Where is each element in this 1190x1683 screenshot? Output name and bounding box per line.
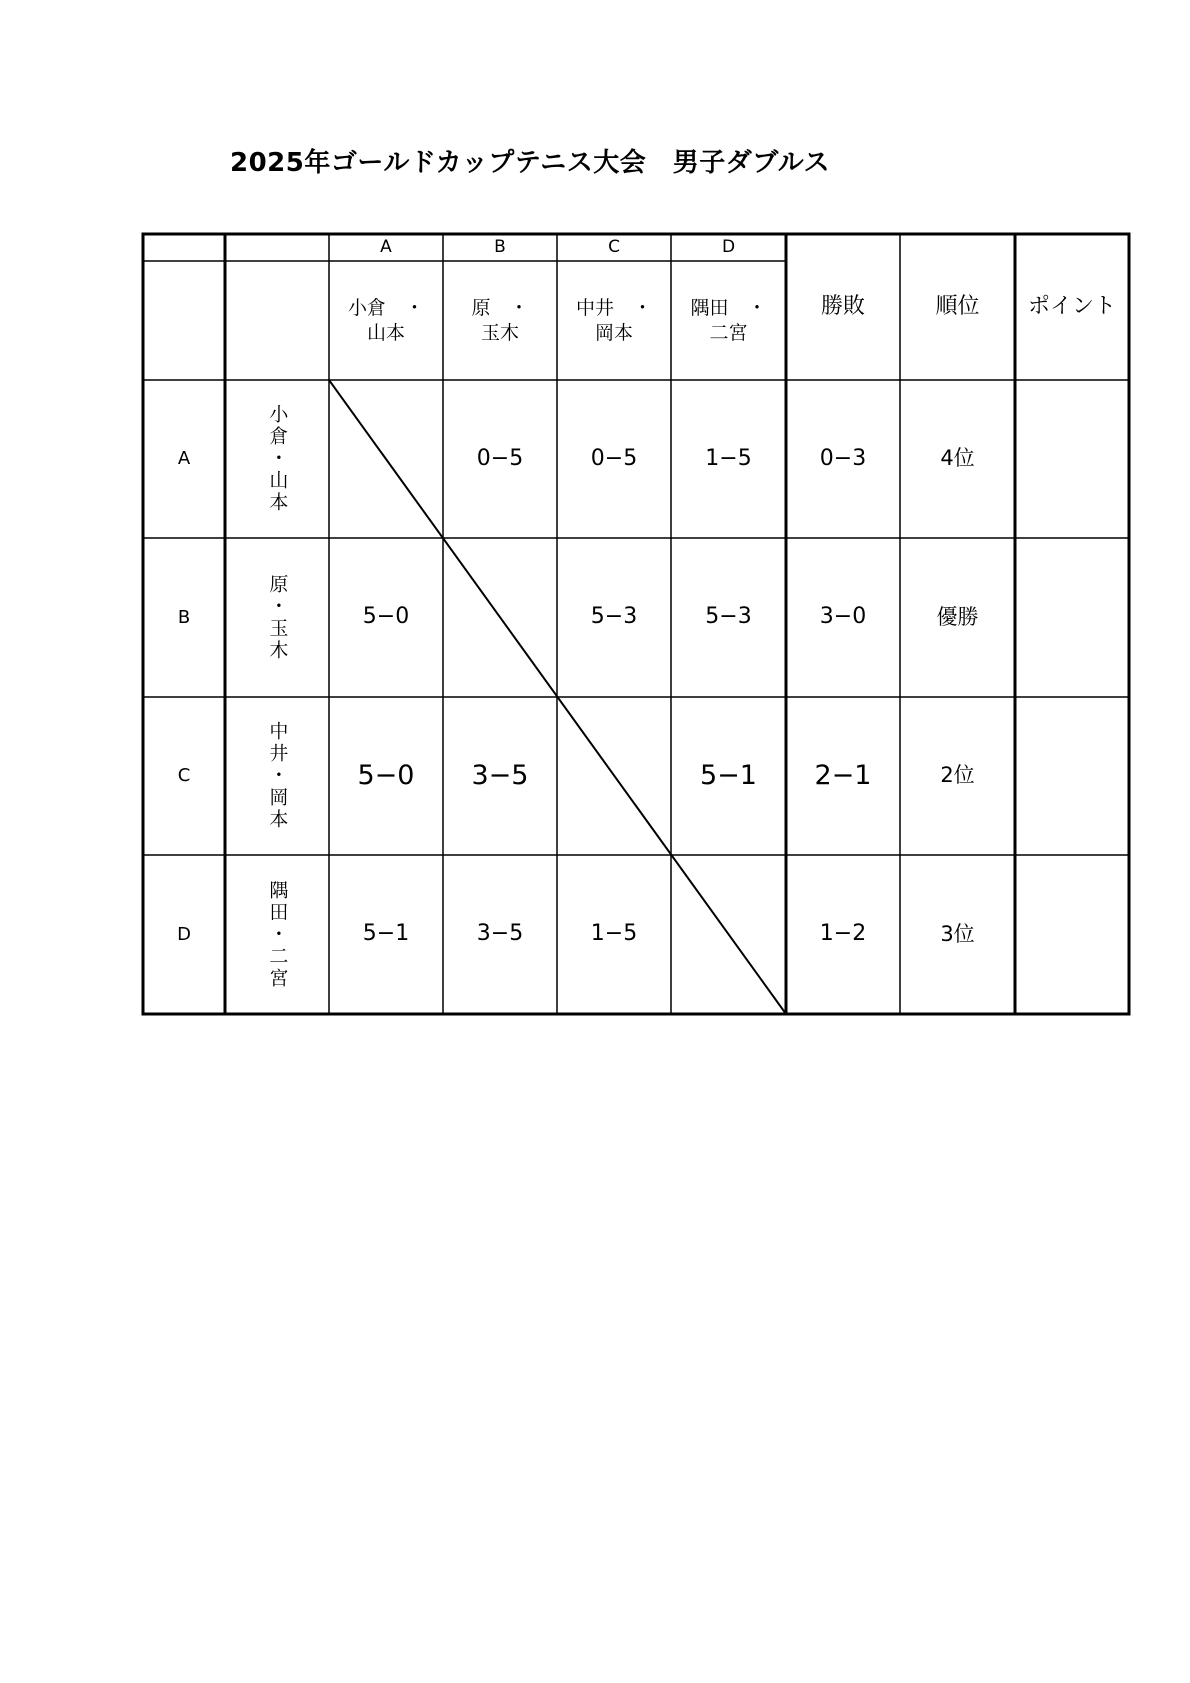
score-b-vs-c: 5−3 (590, 604, 638, 630)
rank-d: 3位 (940, 921, 975, 946)
col-team-b: 原 ・ 玉木 (471, 296, 529, 344)
score-c-vs-b: 3−5 (471, 760, 529, 792)
row-team-d: 隅田・二宮 (266, 879, 289, 990)
row-team-c: 中井・岡本 (266, 721, 289, 831)
score-b-vs-d: 5−3 (705, 604, 752, 630)
row-letter-b: B (177, 606, 191, 628)
col-team-c: 中井 ・ 岡本 (575, 296, 652, 344)
row-letter-d: D (177, 923, 191, 945)
score-d-vs-b: 3−5 (476, 921, 524, 947)
col-letter-b: B (494, 237, 506, 258)
win-loss-header: 勝敗 (820, 293, 865, 319)
rank-a: 4位 (940, 446, 975, 471)
points-d (1015, 855, 1129, 1014)
win-loss-d: 1−2 (819, 921, 867, 947)
score-a-vs-d: 1−5 (705, 445, 752, 471)
score-c-vs-a: 5−0 (357, 760, 415, 792)
col-letter-d: D (721, 237, 736, 258)
page-title: 2025年ゴールドカップテニス大会 男子ダブルス (230, 148, 830, 178)
row-team-b: 原・玉木 (266, 573, 289, 662)
col-letter-c: C (608, 237, 620, 258)
score-b-vs-a: 5−0 (362, 604, 410, 630)
row-letter-a: A (177, 448, 191, 470)
score-a-vs-c: 0−5 (590, 445, 638, 471)
col-team-a: 小倉 ・ 山本 (347, 296, 424, 344)
points-a (1015, 380, 1129, 538)
col-letter-a: A (380, 237, 392, 258)
rank-b: 優勝 (936, 604, 979, 629)
score-d-vs-a: 5−1 (362, 921, 410, 947)
points-b (1015, 538, 1129, 697)
points-c (1015, 697, 1129, 855)
points-header: ポイント (1027, 293, 1116, 319)
rank-c: 2位 (940, 763, 975, 788)
row-team-a: 小倉・山本 (266, 404, 289, 514)
score-c-vs-d: 5−1 (700, 760, 757, 792)
col-team-d: 隅田 ・ 二宮 (690, 296, 767, 344)
row-letter-c: C (177, 765, 191, 787)
rank-header: 順位 (935, 293, 980, 319)
score-d-vs-c: 1−5 (590, 921, 638, 947)
win-loss-c: 2−1 (814, 760, 872, 792)
win-loss-a: 0−3 (819, 445, 867, 471)
score-a-vs-b: 0−5 (476, 445, 524, 471)
win-loss-b: 3−0 (819, 604, 867, 630)
